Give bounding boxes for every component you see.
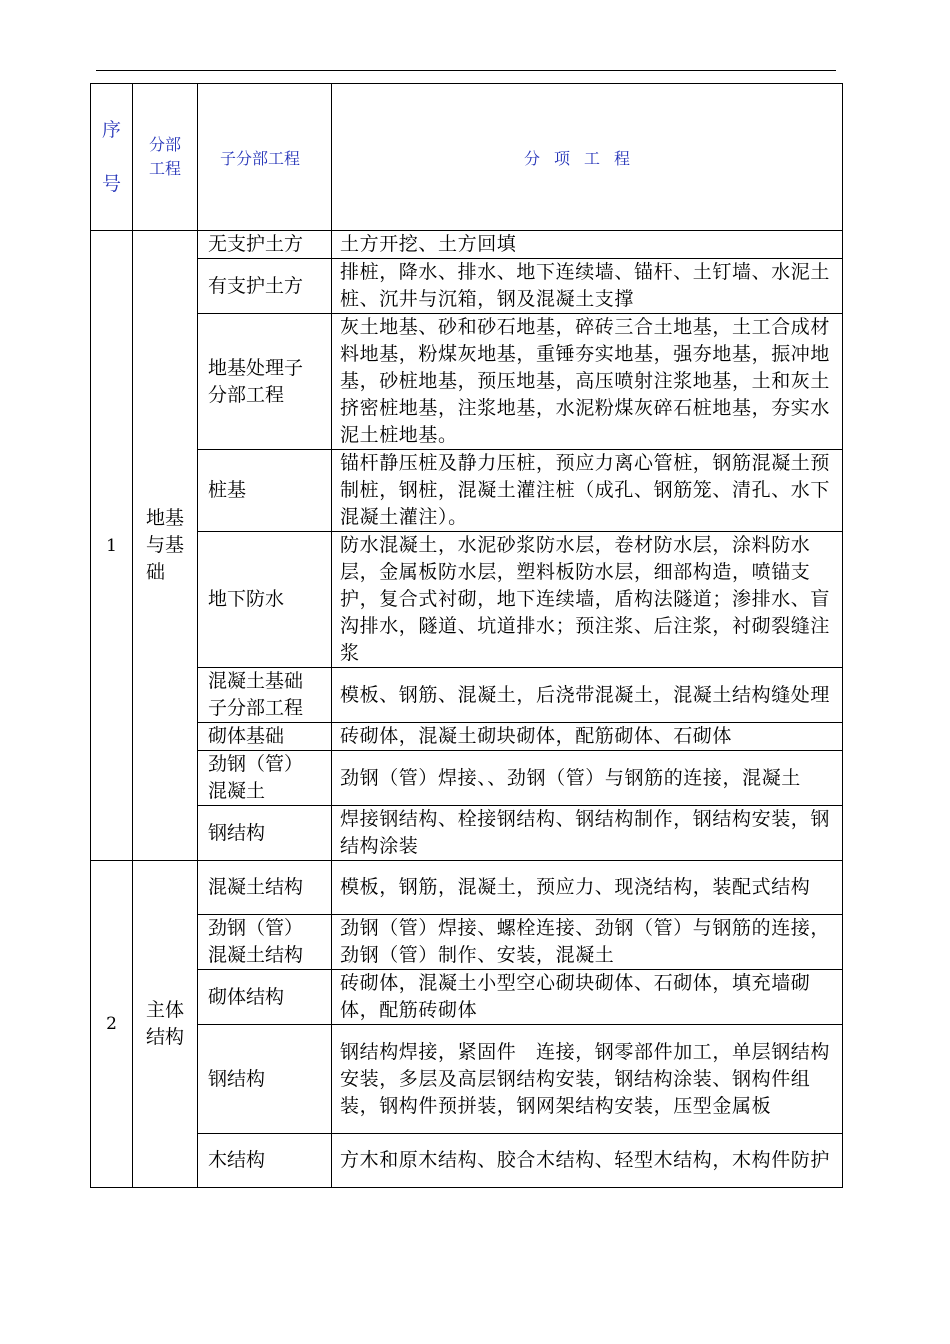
subdivision-cell [198, 861, 332, 915]
division-line: 地基 [146, 507, 185, 529]
items-cell: 砖砌体，混凝土小型空心砌块砌体、石砌体，填充墙砌体，配筋砖砌体 [332, 970, 843, 1025]
subdivision-line: 混凝土 [208, 780, 266, 802]
table-row [91, 751, 843, 806]
items-cell: 防水混凝土，水泥砂浆防水层，卷材防水层，涂料防水层，金属板防水层，塑料板防水层，细部构造，喷锚支护，复合式衬砌，地下连续墙，盾构法隧道；渗排水、盲沟排水，隧道、坑道排水；预注浆、后注浆，衬砌裂缝注浆 [332, 532, 843, 668]
subdivision-line: 砌体基础 [208, 725, 285, 747]
division-line: 础 [146, 561, 166, 583]
items-cell: 土方开挖、土方回填 [332, 231, 843, 259]
subdivision-cell [198, 668, 332, 723]
table-row [91, 861, 843, 915]
subdivision-line: 无支护土方 [208, 233, 304, 255]
subdivision-cell [198, 314, 332, 450]
subdivision-line: 子分部工程 [208, 697, 304, 719]
items-cell: 模板，钢筋，混凝土，预应力、现浇结构，装配式结构 [332, 861, 843, 915]
division-cell [133, 231, 198, 861]
subdivision-line: 钢结构 [208, 1067, 266, 1090]
seq-cell: 2 [91, 861, 133, 1188]
subdivision-cell [198, 1025, 332, 1134]
subdivision-line: 混凝土结构 [208, 876, 304, 898]
subdivision-cell [198, 806, 332, 861]
subdivision-line: 劲钢（管） [208, 917, 304, 939]
items-cell: 灰土地基、砂和砂石地基，碎砖三合土地基，土工合成材料地基，粉煤灰地基，重锤夯实地基，强夯地基，振冲地基，砂桩地基，预压地基，高压喷射注浆地基，土和灰土挤密桩地基，注浆地基，水泥粉煤灰碎石桩地基，夯实水泥土桩地基。 [332, 314, 843, 450]
table-row [91, 806, 843, 861]
header-subdivision: 子分部工程 [198, 84, 332, 231]
subdivision-line: 桩基 [208, 479, 247, 501]
items-cell: 排桩，降水、排水、地下连续墙、锚杆、土钉墙、水泥土桩、沉井与沉箱，钢及混凝土支撑 [332, 259, 843, 314]
division-line: 与基 [146, 534, 185, 556]
subdivision-line: 木结构 [208, 1149, 266, 1171]
subdivision-cell [198, 532, 332, 668]
items-cell: 方木和原木结构、胶合木结构、轻型木结构，木构件防护 [332, 1134, 843, 1188]
table-row [91, 1134, 843, 1188]
table-row [91, 450, 843, 532]
subdivision-line: 有支护土方 [208, 274, 304, 297]
subdivision-cell [198, 231, 332, 259]
division-line: 结构 [146, 1026, 185, 1048]
table-row [91, 314, 843, 450]
header-division: 分部 工程 [133, 84, 198, 231]
header-rule [96, 70, 836, 71]
subdivision-line: 分部工程 [208, 383, 285, 406]
subdivision-cell [198, 751, 332, 806]
seq-cell: 1 [91, 231, 133, 861]
items-cell: 劲钢（管）焊接、螺栓连接、劲钢（管）与钢筋的连接，劲钢（管）制作、安装，混凝土 [332, 915, 843, 970]
subdivision-cell [198, 1134, 332, 1188]
items-cell: 劲钢（管）焊接、、劲钢（管）与钢筋的连接，混凝土 [332, 751, 843, 806]
table-header-row [91, 84, 843, 231]
engineering-division-table [90, 83, 843, 1188]
table-row [91, 915, 843, 970]
items-cell: 焊接钢结构、栓接钢结构、钢结构制作，钢结构安装，钢结构涂装 [332, 806, 843, 861]
subdivision-line: 地下防水 [208, 588, 285, 610]
subdivision-cell [198, 723, 332, 751]
items-cell: 砖砌体，混凝土砌块砌体，配筋砌体、石砌体 [332, 723, 843, 751]
table-row [91, 532, 843, 668]
items-cell: 钢结构焊接，紧固件 连接，钢零部件加工，单层钢结构安装，多层及高层钢结构安装，钢结构涂装、钢构件组装，钢构件预拼装，钢网架结构安装，压型金属板 [332, 1025, 843, 1134]
header-items: 分项工程 [332, 84, 843, 231]
header-seq: 序 号 [91, 84, 133, 231]
items-cell: 模板、钢筋、混凝土，后浇带混凝土，混凝土结构缝处理 [332, 668, 843, 723]
subdivision-cell [198, 450, 332, 532]
subdivision-line: 混凝土结构 [208, 944, 304, 966]
subdivision-line: 钢结构 [208, 821, 266, 844]
items-cell: 锚杆静压桩及静力压桩，预应力离心管桩，钢筋混凝土预制桩，钢桩，混凝土灌注桩（成孔、钢筋笼、清孔、水下混凝土灌注）。 [332, 450, 843, 532]
subdivision-cell [198, 915, 332, 970]
table-row [91, 668, 843, 723]
subdivision-cell [198, 259, 332, 314]
table-row [91, 259, 843, 314]
table-row [91, 970, 843, 1025]
division-cell [133, 861, 198, 1188]
table-row [91, 1025, 843, 1134]
subdivision-line: 砌体结构 [208, 985, 285, 1008]
subdivision-line: 劲钢（管） [208, 753, 304, 775]
table-row [91, 723, 843, 751]
subdivision-line: 地基处理子 [208, 356, 304, 379]
subdivision-cell [198, 970, 332, 1025]
subdivision-line: 混凝土基础 [208, 670, 304, 692]
division-line: 主体 [146, 999, 185, 1021]
table-row [91, 231, 843, 259]
table-body [91, 231, 843, 1188]
